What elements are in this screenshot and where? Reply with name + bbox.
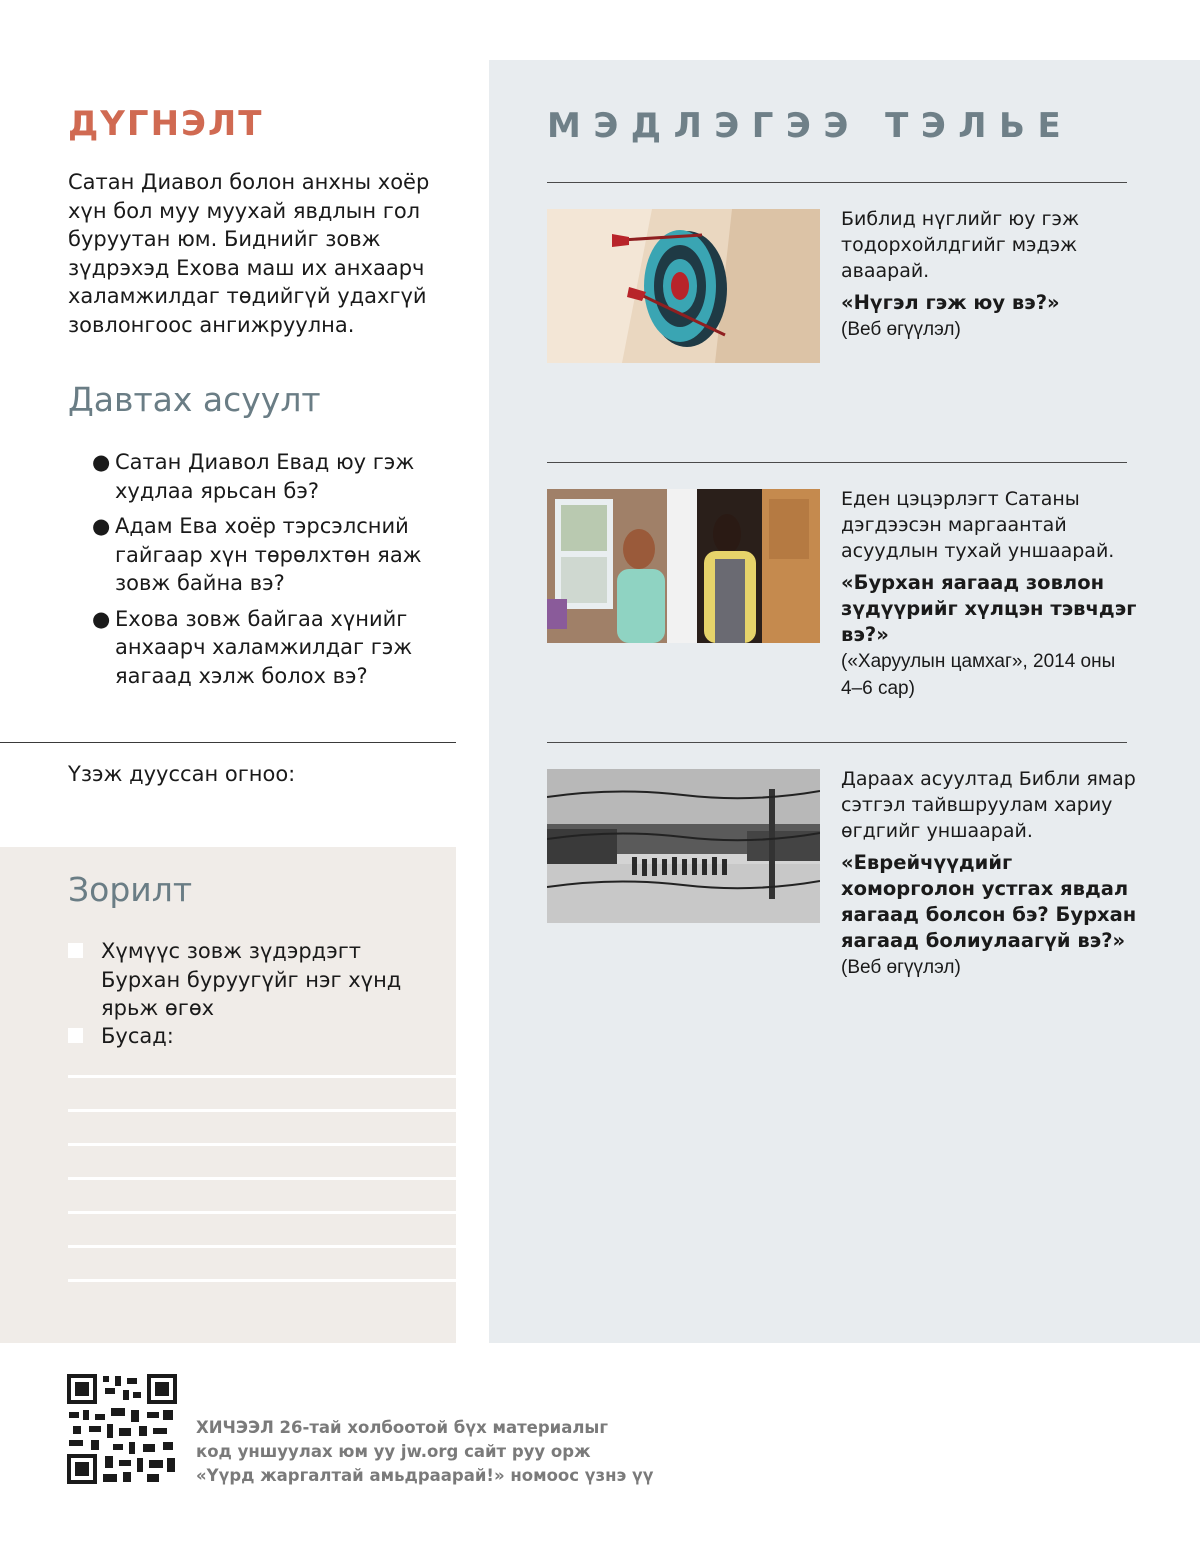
goal-heading: Зорилт bbox=[68, 870, 193, 909]
bullet-icon: ● bbox=[92, 450, 111, 474]
learn-more-item bbox=[841, 766, 1141, 981]
write-in-line[interactable] bbox=[68, 1245, 456, 1248]
review-question: ● Адам Ева хоёр тэрсэлсний гайгаар хүн төрөлхтөн яаж зовж байна вэ? bbox=[92, 514, 422, 595]
learn-more-item bbox=[841, 486, 1141, 702]
goal-section bbox=[0, 847, 456, 1343]
summary-heading: ДҮГНЭЛТ bbox=[68, 104, 264, 144]
divider bbox=[547, 462, 1127, 463]
two-women-at-door-image[interactable] bbox=[547, 489, 820, 643]
item-source: («Харуулын цамхаг», 2014 оны 4–6 сар) bbox=[841, 651, 1116, 699]
item-citation bbox=[841, 290, 1141, 343]
item-description: Еден цэцэрлэгт Сатаны дэгдээсэн маргаантай асуудлын тухай уншаарай. bbox=[841, 488, 1115, 562]
learn-more-heading: МЭДЛЭГЭЭ ТЭЛЬЕ bbox=[547, 106, 1074, 146]
divider bbox=[0, 742, 456, 743]
write-in-line[interactable] bbox=[68, 1143, 456, 1146]
item-citation bbox=[841, 570, 1141, 702]
bullet-icon: ● bbox=[92, 514, 111, 538]
write-in-line[interactable] bbox=[68, 1109, 456, 1112]
divider bbox=[547, 182, 1127, 183]
item-title-link[interactable]: «Еврейчүүдийг хоморголон устгах явдал яагаад болсон бэ? Бурхан яагаад болиулаагүй вэ?» bbox=[841, 851, 1137, 952]
concentration-camp-image[interactable] bbox=[547, 769, 820, 923]
review-question: ● Ехова зовж байгаа хүнийг анхаарч халамжилдаг гэж яагаад хэлж болох вэ? bbox=[92, 606, 413, 688]
write-in-line[interactable] bbox=[68, 1211, 456, 1214]
summary-text: Сатан Диавол болон анхны хоёр хүн бол муу муухай явдлын гол буруутан юм. Биднийг зовж зүдрэхэд Ехова маш их анхаарч халамжилдаг төдийгүй удахгүй зовлонгоос ангижруулна. bbox=[68, 170, 430, 337]
goal-checkbox[interactable] bbox=[68, 943, 83, 958]
completed-date-label: Үзэж дууссан огноо: bbox=[68, 762, 296, 786]
review-question-list bbox=[92, 448, 422, 697]
qr-code-icon[interactable] bbox=[67, 1374, 177, 1484]
review-heading: Давтах асуулт bbox=[68, 380, 321, 419]
footer-note: ХИЧЭЭЛ 26-тай холбоотой бүх материалыг код уншуулах юм уу jw.org сайт руу орж «Үүрд жаргалтай амьдраарай!» номоос үзнэ үү bbox=[196, 1418, 654, 1485]
write-in-line[interactable] bbox=[68, 1075, 456, 1078]
other-goal-label: Бусад: bbox=[101, 1024, 174, 1048]
learn-more-item bbox=[841, 206, 1141, 343]
other-goal-checkbox[interactable] bbox=[68, 1028, 83, 1043]
write-in-line[interactable] bbox=[68, 1279, 456, 1282]
review-question: ● Сатан Диавол Евад юу гэж худлаа ярьсан бэ? bbox=[92, 450, 415, 503]
goal-item-label: Хүмүүс зовж зүдэрдэгт Бурхан буруугүйг нэг хүнд ярьж өгөх bbox=[101, 939, 402, 1020]
item-citation bbox=[841, 850, 1141, 981]
item-description: Библид нүглийг юу гэж тодорхойлдгийг мэдэж аваарай. bbox=[841, 208, 1080, 282]
item-title-link[interactable]: «Нүгэл гэж юу вэ?» bbox=[841, 291, 1060, 314]
item-description: Дараах асуултад Библи ямар сэтгэл тайвшруулам хариу өгдгийг уншаарай. bbox=[841, 768, 1136, 842]
item-source: (Веб өгүүлэл) bbox=[841, 957, 961, 978]
divider bbox=[547, 742, 1127, 743]
item-source: (Веб өгүүлэл) bbox=[841, 319, 961, 340]
item-title-link[interactable]: «Бурхан яагаад зовлон зүдүүрийг хүлцэн тэвчдэг вэ?» bbox=[841, 571, 1137, 646]
write-in-line[interactable] bbox=[68, 1177, 456, 1180]
target-with-arrows-image[interactable] bbox=[547, 209, 820, 363]
bullet-icon: ● bbox=[92, 606, 111, 631]
